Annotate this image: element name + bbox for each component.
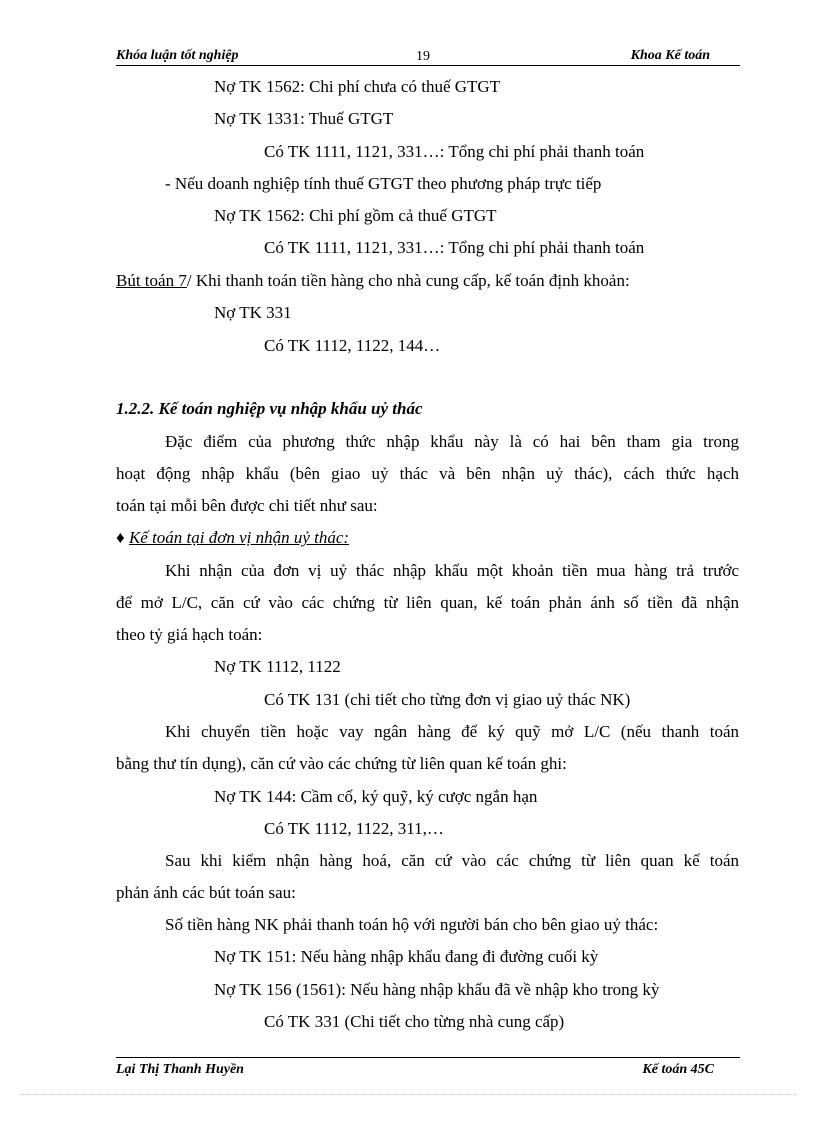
text-line: Số tiền hàng NK phải thanh toán hộ với người bán cho bên giao uỷ thác: — [165, 915, 659, 934]
text-line: Có TK 1111, 1121, 331…: Tổng chi phí phải thanh toán — [264, 142, 645, 161]
text-line: Có TK 1112, 1122, 144… — [264, 336, 441, 355]
paragraph-line: Khi nhận của đơn vị uỷ thác nhập khẩu một khoản tiền mua hàng trả trước — [165, 561, 739, 580]
footer-author: Lại Thị Thanh Huyền — [116, 1062, 244, 1077]
text-line: Có TK 131 (chi tiết cho từng đơn vị giao uỷ thác NK) — [264, 690, 631, 709]
header-faculty: Khoa Kế toán — [630, 48, 710, 63]
paragraph-line: Đặc điểm của phương thức nhập khẩu này là có hai bên tham gia trong — [165, 432, 739, 451]
paragraph-line: Sau khi kiểm nhận hàng hoá, căn cứ vào các chứng từ liên quan kế toán — [165, 851, 739, 870]
paragraph-line: bằng thư tín dụng), căn cứ vào các chứng từ liên quan kế toán ghi: — [116, 754, 567, 773]
text-line: Nợ TK 156 (1561): Nếu hàng nhập khẩu đã về nhập kho trong kỳ — [214, 980, 660, 999]
paragraph-line: phản ánh các bút toán sau: — [116, 883, 296, 902]
entry-label: Bút toán 7 — [116, 271, 187, 290]
text-line: Nợ TK 331 — [214, 303, 292, 322]
text-line: Có TK 331 (Chi tiết cho từng nhà cung cấp) — [264, 1012, 565, 1031]
page-footer — [116, 1062, 740, 1078]
page-header — [116, 48, 740, 66]
text-line: Nợ TK 1112, 1122 — [214, 657, 341, 676]
text-line — [116, 270, 630, 292]
header-rule — [116, 65, 740, 66]
paragraph-line: theo tỷ giá hạch toán: — [116, 625, 263, 644]
text-line: Nợ TK 1562: Chi phí gồm cả thuế GTGT — [214, 206, 497, 225]
page-bottom-dotted-rule — [20, 1094, 796, 1095]
footer-rule — [116, 1057, 740, 1058]
paragraph-line: hoạt động nhập khẩu (bên giao uỷ thác và bên nhận uỷ thác), cách thức hạch — [116, 464, 739, 483]
text-line: Nợ TK 144: Cầm cố, ký quỹ, ký cược ngắn hạn — [214, 787, 538, 806]
text-line: - Nếu doanh nghiệp tính thuế GTGT theo phương pháp trực tiếp — [165, 174, 602, 193]
subheading-text: Kế toán tại đơn vị nhận uỷ thác: — [128, 528, 350, 547]
paragraph-line: để mở L/C, căn cứ vào các chứng từ liên quan, kế toán phản ánh số tiền đã nhận — [116, 593, 739, 612]
text-line: Có TK 1111, 1121, 331…: Tổng chi phí phải thanh toán — [264, 238, 645, 257]
entry-text: / Khi thanh toán tiền hàng cho nhà cung cấp, kế toán định khoản: — [186, 271, 630, 290]
header-thesis-title: Khóa luận tốt nghiệp — [116, 48, 239, 63]
page-number: 19 — [416, 49, 430, 64]
subheading — [116, 527, 349, 549]
footer-class: Kế toán 45C — [642, 1062, 714, 1077]
text-line: Có TK 1112, 1122, 311,… — [264, 819, 444, 838]
paragraph-line: Khi chuyển tiền hoặc vay ngân hàng để ký quỹ mở L/C (nếu thanh toán — [165, 722, 739, 741]
paragraph-line: toán tại mỗi bên được chi tiết như sau: — [116, 496, 378, 515]
text-line: Nợ TK 1331: Thuế GTGT — [214, 109, 394, 128]
diamond-bullet-icon: ♦ — [116, 528, 125, 547]
text-line: Nợ TK 151: Nếu hàng nhập khẩu đang đi đường cuối kỳ — [214, 947, 599, 966]
text-line: Nợ TK 1562: Chi phí chưa có thuế GTGT — [214, 77, 501, 96]
section-heading: 1.2.2. Kế toán nghiệp vụ nhập khẩu uỷ thác — [116, 399, 423, 418]
